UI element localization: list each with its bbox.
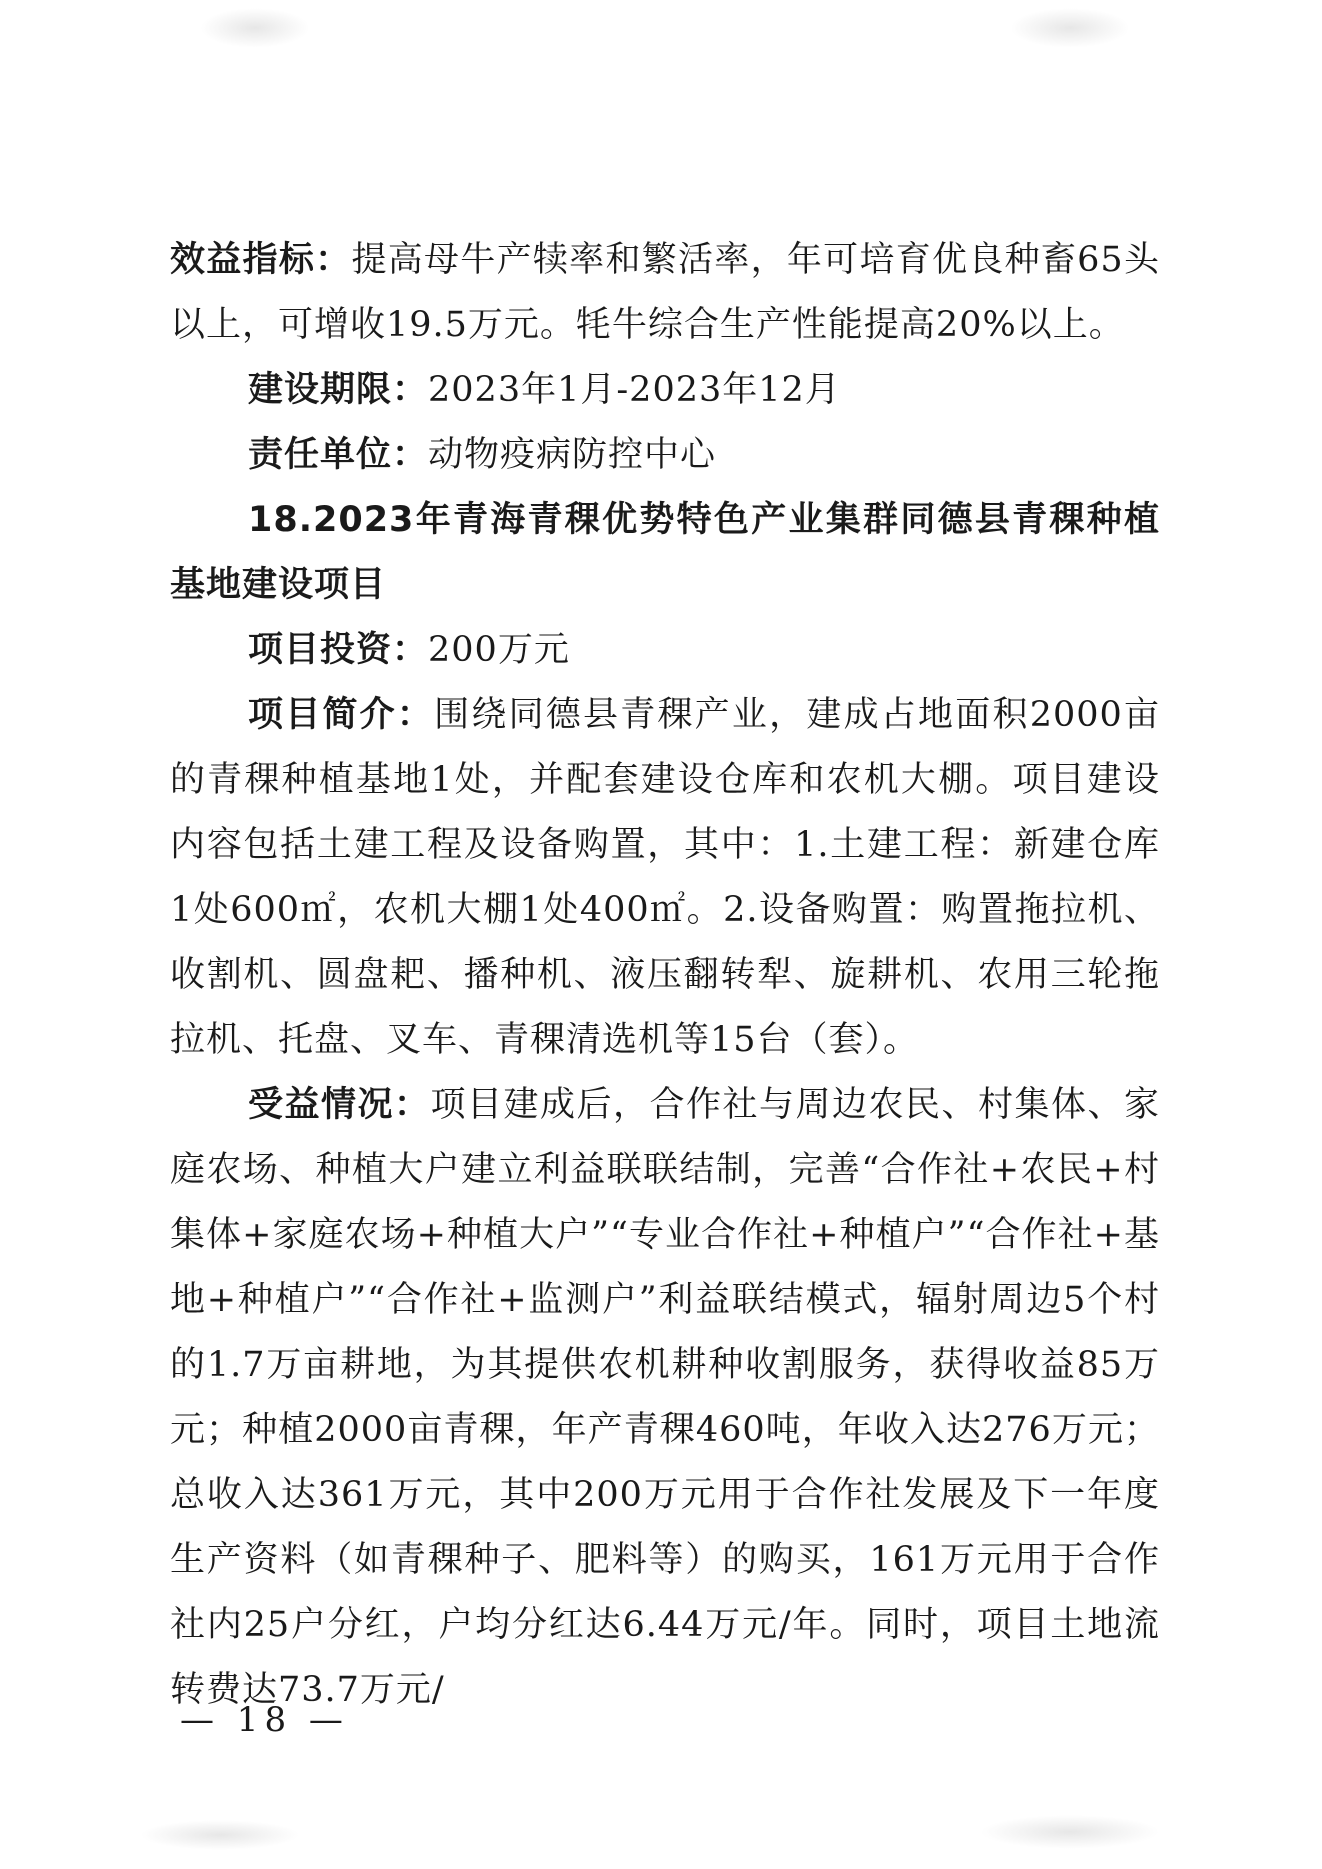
project-heading: 18.2023年青海青稞优势特色产业集群同德县青稞种植基地建设项目 (170, 500, 1160, 605)
document-body (170, 228, 1160, 1723)
scan-artifact (200, 8, 310, 48)
benefit-situation-paragraph (170, 1073, 1160, 1723)
benefit-situation-text: 项目建成后，合作社与周边农民、村集体、家庭农场、种植大户建立利益联联结制，完善“合作社+农民+村集体+家庭农场+种植大户”“专业合作社+种植户”“合作社+基地+种植户”“合作社+监测户”利益联结模式，辐射周边5个村的1.7万亩耕地，为其提供农机耕种收割服务，获得收益85万元；种植2000亩青稞，年产青稞460吨，年收入达276万元；总收入达361万元，其中200万元用于合作社发展及下一年度生产资料（如青稞种子、肥料等）的购买，161万元用于合作社内25户分红，户均分红达6.44万元/年。同时，项目土地流转费达73.7万元/ (170, 1085, 1160, 1710)
scan-artifact (980, 1815, 1160, 1849)
project-summary-text: 围绕同德县青稞产业，建成占地面积2000亩的青稞种植基地1处，并配套建设仓库和农机大棚。项目建设内容包括土建工程及设备购置，其中：1.土建工程：新建仓库1处600㎡，农机大棚1处400㎡。2.设备购置：购置拖拉机、收割机、圆盘耙、播种机、液压翻转犁、旋耕机、农用三轮拖拉机、托盘、叉车、青稞清选机等15台（套）。 (170, 695, 1160, 1060)
responsible-unit-text: 动物疫病防控中心 (428, 435, 717, 475)
benefit-indicator-text: 提高母牛产犊率和繁活率，年可培育优良种畜65头以上，可增收19.5万元。牦牛综合生产性能提高20%以上。 (170, 240, 1160, 345)
benefit-indicator-paragraph (170, 228, 1160, 358)
construction-period-label: 建设期限： (248, 370, 429, 410)
project-investment-label: 项目投资： (248, 630, 429, 670)
project-investment-text: 200万元 (428, 630, 570, 670)
scan-artifact (140, 1820, 300, 1850)
construction-period-text: 2023年1月-2023年12月 (428, 370, 841, 410)
project-investment-paragraph (170, 618, 1160, 683)
construction-period-paragraph (170, 358, 1160, 423)
page-number: — 18 — (180, 1700, 349, 1740)
responsible-unit-label: 责任单位： (248, 435, 429, 475)
benefit-situation-label: 受益情况： (248, 1085, 431, 1125)
project-summary-label: 项目简介： (248, 695, 435, 735)
benefit-indicator-label: 效益指标： (170, 240, 352, 280)
scan-artifact (1010, 8, 1130, 48)
responsible-unit-paragraph (170, 423, 1160, 488)
project-summary-paragraph (170, 683, 1160, 1073)
